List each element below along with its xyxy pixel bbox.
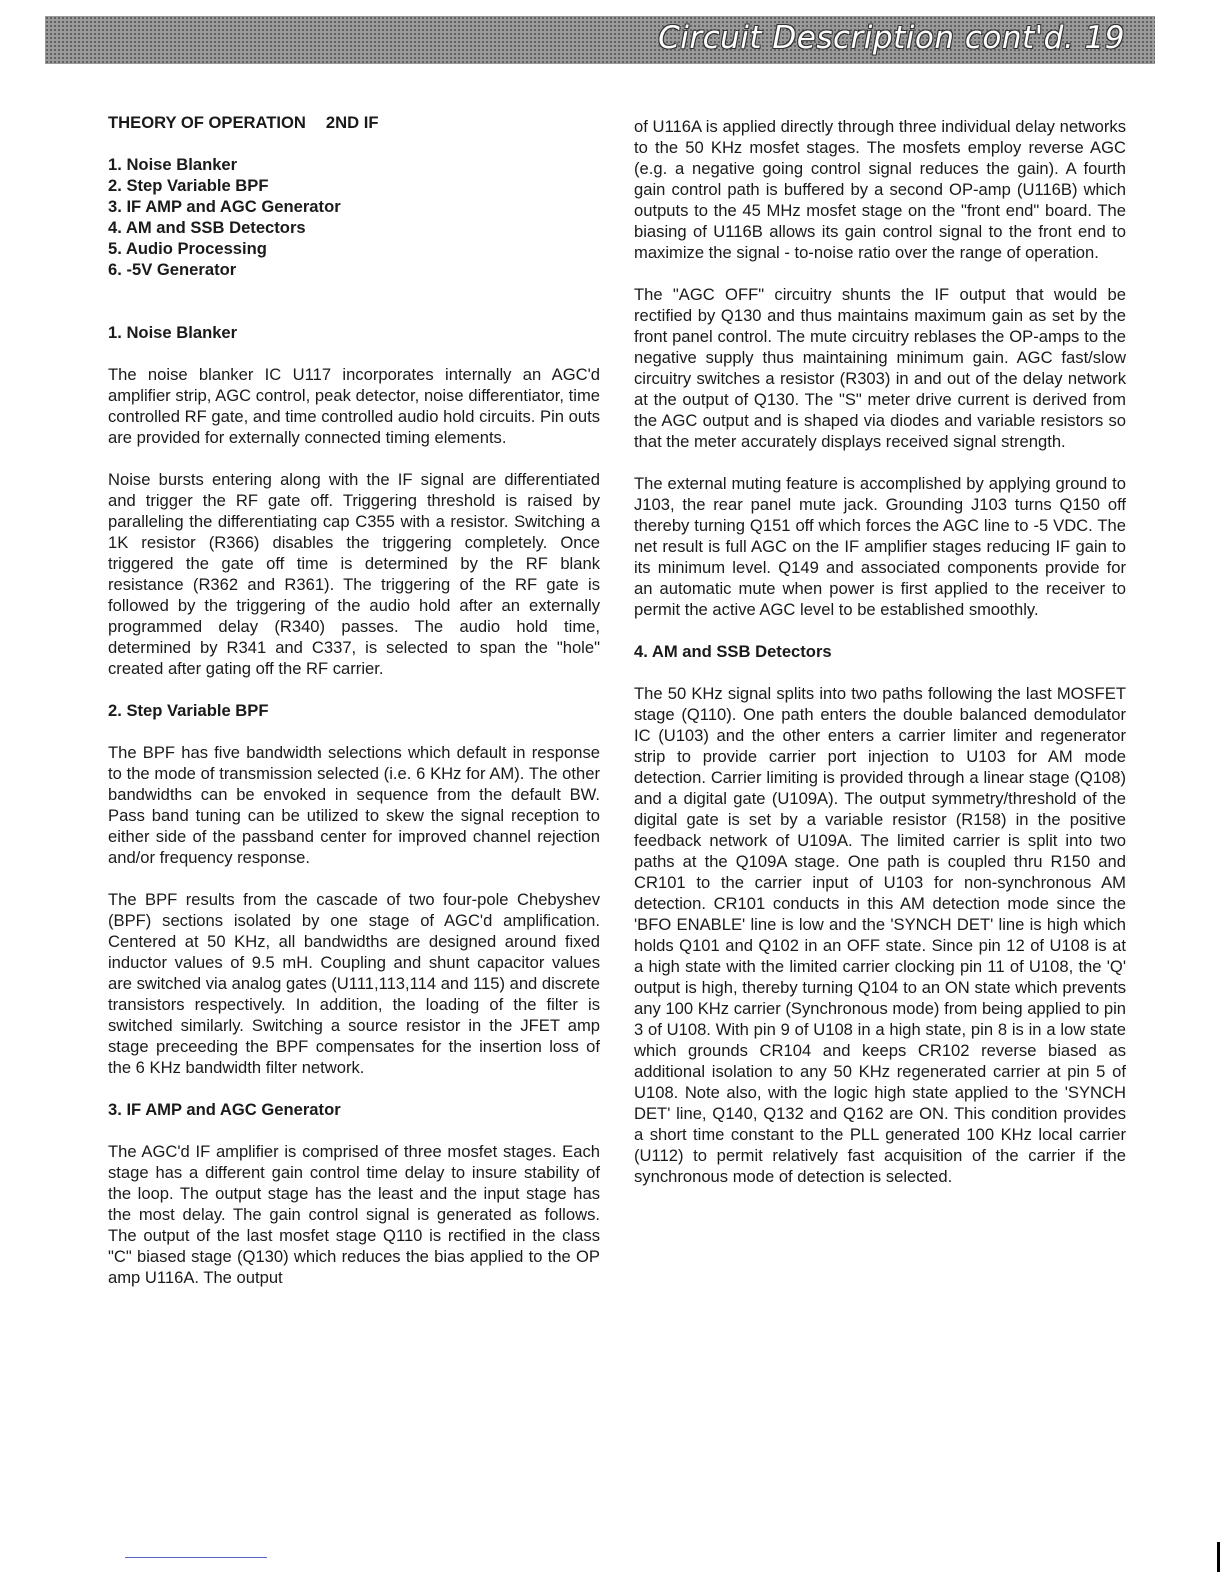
paragraph: The external muting feature is accomplished by applying ground to J103, the rear panel mute jack. Grounding J103 turns Q150 off thereby turning Q151 off which forces the AGC line to -5 VDC. The net result is full AGC on the IF amplifier stages reducing IF gain to its minimum level. Q149 and associated components provide for an automatic mute when power is first applied to the receiver to permit the active AGC level to be established smoothly. (634, 474, 1126, 619)
section-heading-if-amp-agc: 3. IF AMP and AGC Generator (108, 1100, 341, 1119)
toc-item: 5. Audio Processing (108, 239, 267, 258)
paragraph: The noise blanker IC U117 incorporates internally an AGC'd amplifier strip, AGC control, peak detector, noise differentiator, time controlled RF gate, and time controlled audio hold circuits. Pin outs are provided for externally connected timing elements. (108, 365, 600, 447)
page-number: 19 (1084, 20, 1125, 56)
toc-item: 2. Step Variable BPF (108, 176, 269, 195)
paragraph: The BPF has five bandwidth selections which default in response to the mode of transmission selected (i.e. 6 KHz for AM). The other bandwidths can be envoked in sequence from the default BW. Pass band tuning can be utilized to skew the signal reception to either side of the passband center for improved channel rejection and/or frequency response. (108, 743, 600, 867)
left-column (108, 112, 600, 1309)
toc-title-sub: 2ND IF (325, 113, 379, 132)
footnote-rule (125, 1557, 267, 1558)
page-header-bar (45, 16, 1155, 64)
section-heading-am-ssb-detectors: 4. AM and SSB Detectors (634, 642, 832, 661)
toc-title-main: THEORY OF OPERATION (108, 113, 306, 132)
paragraph: of U116A is applied directly through three individual delay networks to the 50 KHz mosfet stages. The mosfets employ reverse AGC (e.g. a negative going control signal reduces the gain). A fourth gain control path is buffered by a second OP-amp (U116B) which outputs to the 45 MHz mosfet stage on the "front end" board. The biasing of U116B allows its gain control signal to the front end to maximize the signal - to-noise ratio over the range of operation. (634, 117, 1126, 262)
paragraph: Noise bursts entering along with the IF signal are differentiated and trigger the RF gate off. Triggering threshold is raised by paralleling the differentiating cap C355 with a resistor. Switching a 1K resistor (R366) disables the triggering completely. Once triggered the gate off time is determined by the RF blank resistance (R362 and R361). The triggering of the RF gate is followed by the triggering of the audio hold after an externally programmed delay (R340) passes. The audio hold time, determined by R341 and C337, is selected to span the "hole" created after gating off the RF carrier. (108, 470, 600, 678)
page-header-title (658, 20, 1125, 56)
toc-item: 1. Noise Blanker (108, 155, 238, 174)
section-heading-noise-blanker: 1. Noise Blanker (108, 323, 238, 342)
paragraph: The "AGC OFF" circuitry shunts the IF output that would be rectified by Q130 and thus maintains maximum gain as set by the front panel control. The mute circuitry reblases the OP-amps to the negative supply thus maintaining minimum gain. AGC fast/slow circuitry switches a resistor (R303) in and out of the delay network at the output of Q130. The "S" meter drive current is derived from the AGC output and is shaped via diodes and variable resistors so that the meter accurately displays received signal strength. (634, 285, 1126, 451)
margin-mark (1217, 1542, 1220, 1572)
paragraph: The BPF results from the cascade of two four-pole Chebyshev (BPF) sections isolated by one stage of AGC'd amplification. Centered at 50 KHz, all bandwidths are designed around fixed inductor values of 9.5 mH. Coupling and shunt capacitor values are switched via analog gates (U111,113,114 and 115) and discrete transistors respectively. In addition, the loading of the filter is switched similarly. Switching a source resistor in the JFET amp stage preceeding the BPF compensates for the insertion loss of the 6 KHz bandwidth filter network. (108, 890, 600, 1077)
toc-title (108, 112, 600, 133)
paragraph: The AGC'd IF amplifier is comprised of three mosfet stages. Each stage has a different gain control time delay to insure stability of the loop. The output stage has the least and the input stage has the most delay. The gain control signal is generated as follows. The output of the last mosfet stage Q110 is rectified in the class "C" biased stage (Q130) which reduces the bias applied to the OP amp U116A. The output (108, 1142, 600, 1287)
toc-item: 4. AM and SSB Detectors (108, 218, 306, 237)
toc-item: 6. -5V Generator (108, 260, 237, 279)
toc-item: 3. IF AMP and AGC Generator (108, 197, 341, 216)
toc-list (108, 154, 600, 280)
paragraph: The 50 KHz signal splits into two paths following the last MOSFET stage (Q110). One path enters the double balanced demodulator IC (U103) and the other enters a carrier limiter and regenerator strip to provide carrier port injection to U103 for AM mode detection. Carrier limiting is provided through a linear stage (Q108) and a digital gate (U109A). The output symmetry/threshold of the digital gate is set by a variable resistor (R158) in the positive feedback network of U109A. The limited carrier is split into two paths at the Q109A stage. One path is coupled thru R150 and CR101 to the carrier input of U103 for non-synchronous AM detection. CR101 conducts in this AM detection mode since the 'BFO ENABLE' line is low and the 'SYNCH DET' line is high which holds Q101 and Q102 in an OFF state. Since pin 12 of U108 is at a high state with the limited carrier clocking pin 11 of U108, the 'Q' output is high, thereby turning Q104 to an ON state which prevents any 100 KHz carrier (Synchronous mode) from being applied to pin 3 of U108. With pin 9 of U108 in a high state, pin 8 is in a low state which grounds CR104 and keeps CR102 reverse biased as additional isolation to any 50 KHz regenerated carrier at pin 5 of U108. Note also, with the logic high state applied to the 'SYNCH DET' line, Q140, Q132 and Q162 are ON. This condition provides a short time constant to the PLL generated 100 KHz local carrier (U112) to permit relatively fast acquisition of the carrier if the synchronous mode of detection is selected. (634, 684, 1126, 1186)
right-column (634, 116, 1126, 1208)
section-heading-step-variable-bpf: 2. Step Variable BPF (108, 701, 269, 720)
header-title-text: Circuit Description cont'd. (658, 20, 1075, 56)
